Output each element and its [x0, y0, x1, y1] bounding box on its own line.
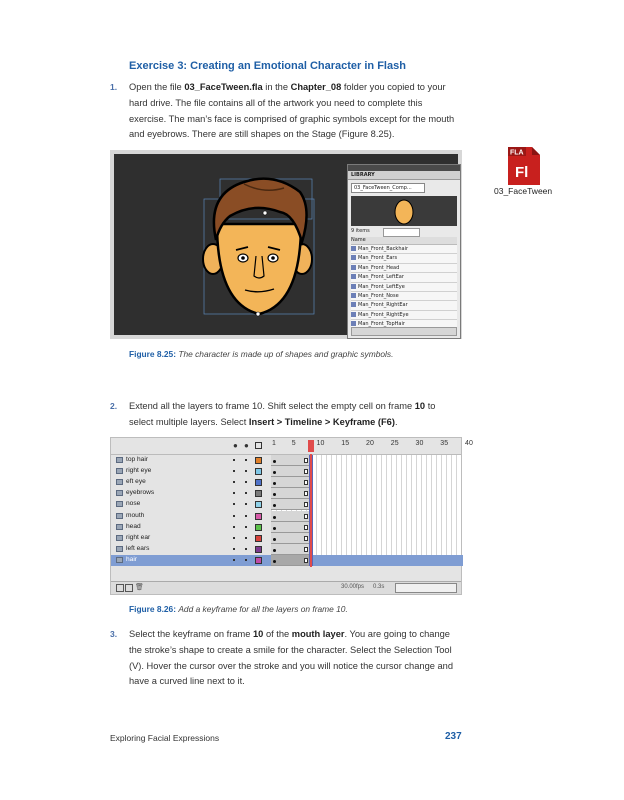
graphic-symbol-icon [351, 302, 356, 307]
step-text-bold: 10 [253, 629, 264, 639]
visibility-toggle[interactable] [233, 526, 235, 528]
layer-name[interactable]: right eye [126, 467, 152, 475]
library-panel [347, 164, 461, 339]
page-number: 237 [445, 731, 462, 742]
layer-color-swatch[interactable] [255, 546, 262, 553]
step-text: Open the file [129, 82, 185, 92]
visibility-toggle[interactable] [233, 470, 235, 472]
library-item[interactable] [351, 245, 457, 254]
library-document-select[interactable]: 03_FaceTween_Comp... [351, 183, 425, 193]
layer-icon [116, 557, 123, 563]
library-item[interactable] [351, 311, 457, 320]
layer-color-swatch[interactable] [255, 490, 262, 497]
figure-label: Figure 8.25: [129, 349, 177, 359]
layer-icon [116, 457, 123, 463]
step-text: Extend all the layers to frame 10. Shift select the empty cell on frame [129, 401, 415, 411]
layer-name[interactable]: mouth [126, 511, 145, 519]
layer-row[interactable] [111, 488, 463, 499]
library-preview [351, 196, 457, 226]
layer-row[interactable] [111, 555, 463, 566]
fla-badge-text: FLA [510, 149, 524, 157]
layer-row[interactable] [111, 477, 463, 488]
library-item[interactable] [351, 292, 457, 301]
layer-color-swatch[interactable] [255, 501, 262, 508]
layer-row[interactable] [111, 511, 463, 522]
keyframe-1[interactable] [273, 549, 276, 552]
figure-8-25 [110, 150, 462, 339]
library-item[interactable] [351, 273, 457, 282]
library-bottom-toolbar [351, 327, 457, 336]
visibility-toggle[interactable] [233, 503, 235, 505]
layer-name[interactable]: eyebrows [126, 489, 155, 497]
step-text: . [394, 416, 398, 427]
layer-name[interactable]: top hair [126, 456, 148, 463]
step-text: . You are going to change the stroke’s shape to create a smile for the character. Select the Selection Tool (V). Hover the cursor over the stroke and you will notice the cursor change and have a curved line next to it. [129, 629, 454, 687]
layer-color-swatch[interactable] [255, 524, 262, 531]
figure-label: Figure 8.26: [129, 604, 177, 614]
span-end-frame[interactable] [304, 458, 308, 463]
layer-color-swatch[interactable] [255, 457, 262, 464]
figure-8-25-caption [129, 349, 393, 359]
frame-number-ruler[interactable] [271, 440, 473, 452]
lock-toggle[interactable] [245, 492, 247, 494]
layer-icon [116, 535, 123, 541]
elapsed-time: 0.3s [373, 584, 385, 590]
layer-row[interactable] [111, 522, 463, 533]
lock-toggle[interactable] [245, 515, 247, 517]
step-text-bold: 10 [414, 401, 426, 411]
layer-icon [116, 513, 123, 519]
step-text: of the [263, 629, 292, 639]
eye-icon[interactable]: ● [233, 441, 238, 450]
frame-number-label: 35 [440, 440, 449, 447]
layer-row[interactable] [111, 544, 463, 555]
span-end-frame[interactable] [304, 558, 308, 563]
trash-icon[interactable]: 🗑 [135, 584, 144, 591]
span-end-frame[interactable] [304, 502, 308, 507]
frame-number-label: 10 [316, 440, 325, 447]
layer-row[interactable] [111, 499, 463, 510]
outline-icon[interactable] [255, 442, 262, 449]
symbol-preview-thumbnail [351, 196, 457, 226]
library-item-label: Man_Front_Backhair [358, 246, 409, 252]
step-number: 1. [110, 82, 118, 92]
library-item-label: Man_Front_TopHair [358, 321, 405, 328]
layer-icon [116, 546, 123, 552]
layer-row[interactable] [111, 466, 463, 477]
frame-number-label: 15 [341, 440, 350, 447]
visibility-toggle[interactable] [233, 515, 235, 517]
layer-name[interactable]: left ears [126, 544, 150, 552]
lock-toggle[interactable] [245, 559, 247, 561]
step-text: in the [262, 82, 291, 92]
step-number: 2. [110, 401, 118, 411]
graphic-symbol-icon [351, 321, 356, 326]
keyframe-1[interactable] [273, 527, 276, 530]
figure-caption-text: The character is made up of shapes and graphic symbols. [178, 349, 394, 359]
library-item[interactable] [351, 301, 457, 310]
layer-name[interactable]: right ear [126, 533, 151, 541]
span-end-frame[interactable] [304, 536, 308, 541]
visibility-toggle[interactable] [233, 548, 235, 550]
layer-name[interactable]: eft eye [126, 478, 146, 486]
span-end-frame[interactable] [304, 469, 308, 474]
library-item[interactable] [351, 283, 457, 292]
timeline-scrollbar[interactable] [395, 583, 457, 593]
graphic-symbol-icon [351, 284, 356, 289]
visibility-toggle[interactable] [233, 481, 235, 483]
graphic-symbol-icon [351, 246, 356, 251]
keyframe-1[interactable] [273, 516, 276, 519]
lock-toggle[interactable] [245, 537, 247, 539]
library-item-label: Man_Front_Head [358, 264, 400, 271]
layer-color-swatch[interactable] [255, 557, 262, 564]
layer-row[interactable] [111, 533, 463, 544]
keyframe-1[interactable] [273, 460, 276, 463]
step-2 [110, 399, 460, 431]
frame-number-label: 30 [415, 440, 424, 447]
library-search-input[interactable] [383, 228, 420, 237]
step-number: 3. [110, 629, 118, 639]
step-text: to select multiple layers. Select [129, 401, 436, 427]
step-text-bold: mouth layer [291, 629, 345, 639]
library-tab[interactable]: LIBRARY [348, 171, 460, 180]
library-item-label: Man_Front_Nose [358, 292, 399, 299]
frame-number-label: 20 [366, 440, 374, 447]
figure-caption-text: Add a keyframe for all the layers on frame 10. [178, 604, 348, 614]
layer-color-swatch[interactable] [255, 513, 262, 520]
step-3 [110, 627, 460, 690]
span-end-frame[interactable] [304, 480, 308, 485]
layer-row[interactable] [111, 455, 463, 466]
library-item-label: Man_Front_RightEar [358, 302, 408, 309]
lock-toggle[interactable] [245, 548, 247, 550]
graphic-symbol-icon [351, 293, 356, 298]
visibility-toggle[interactable] [233, 492, 235, 494]
step-text: folder you copied to your hard drive. The file contains all of the artwork you need to complete this exercise. The man’s face is comprised of graphic symbols except for the mouth and eyebrows. There are still shapes on the Stage (Figure 8.25). [129, 82, 455, 140]
lock-icon[interactable]: ● [244, 441, 249, 450]
layer-icon [116, 479, 123, 485]
span-end-frame[interactable] [304, 491, 308, 496]
lock-toggle[interactable] [245, 481, 247, 483]
span-end-frame[interactable] [304, 547, 308, 552]
graphic-symbol-icon [351, 274, 356, 279]
layer-color-swatch[interactable] [255, 479, 262, 486]
library-column-header[interactable]: Name [351, 237, 457, 245]
layer-name[interactable]: hair [126, 555, 137, 563]
layer-color-swatch[interactable] [255, 468, 262, 475]
new-folder-icon[interactable] [125, 584, 133, 592]
lock-toggle[interactable] [245, 459, 247, 461]
layer-icon [116, 501, 123, 507]
new-layer-icon[interactable] [116, 584, 124, 592]
playhead[interactable] [308, 440, 314, 452]
running-footer: Exploring Facial Expressions [110, 733, 220, 743]
playhead-line [310, 454, 312, 567]
keyframe-1[interactable] [273, 538, 276, 541]
step-text-bold: 03_FaceTween.fla [184, 82, 263, 92]
layer-icon [116, 524, 123, 530]
frame-rate[interactable]: 30.00fps [341, 584, 365, 590]
lock-toggle[interactable] [245, 526, 247, 528]
library-item-label: Man_Front_Ears [358, 255, 398, 262]
layer-icon [116, 468, 123, 474]
fla-document-icon [508, 147, 540, 185]
figure-8-26-timeline [110, 437, 473, 595]
fla-letters: Fl [515, 164, 529, 181]
library-item-count: 9 items [351, 228, 370, 234]
library-item-label: Man_Front_LeftEar [358, 274, 404, 281]
timeline-footer [111, 581, 461, 594]
exercise-heading: Exercise 3: Creating an Emotional Character in Flash [129, 60, 406, 72]
span-end-frame[interactable] [304, 514, 308, 519]
visibility-toggle[interactable] [233, 537, 235, 539]
step-1 [110, 80, 460, 143]
graphic-symbol-icon [351, 312, 356, 317]
graphic-symbol-icon [351, 255, 356, 260]
step-text: Select the keyframe on frame [129, 629, 254, 639]
step-text-bold: Chapter_08 [290, 82, 342, 92]
visibility-toggle[interactable] [233, 459, 235, 461]
fla-filename: 03_FaceTween [494, 186, 553, 196]
library-item[interactable] [351, 264, 457, 273]
layer-icon [116, 490, 123, 496]
library-item-label: Man_Front_RightEye [358, 311, 409, 318]
fla-file-icon [508, 147, 540, 185]
frame-number-label: 1 [272, 440, 276, 447]
step-text-bold: Insert > Timeline > Keyframe (F6) [248, 416, 395, 427]
layer-name[interactable]: nose [126, 500, 141, 508]
visibility-toggle[interactable] [233, 559, 235, 561]
frame-number-label: 5 [291, 440, 296, 447]
lock-toggle[interactable] [245, 470, 247, 472]
library-item-label: Man_Front_LeftEye [358, 283, 405, 290]
lock-toggle[interactable] [245, 503, 247, 505]
graphic-symbol-icon [351, 265, 356, 270]
keyframe-1[interactable] [273, 560, 276, 563]
layer-name[interactable]: head [126, 522, 141, 530]
span-end-frame[interactable] [304, 525, 308, 530]
library-item-list [348, 245, 460, 330]
figure-8-26-caption [129, 604, 348, 614]
layer-color-swatch[interactable] [255, 535, 262, 542]
frame-number-label: 40 [465, 440, 473, 447]
frame-number-label: 25 [390, 440, 399, 447]
library-item[interactable] [351, 254, 457, 263]
